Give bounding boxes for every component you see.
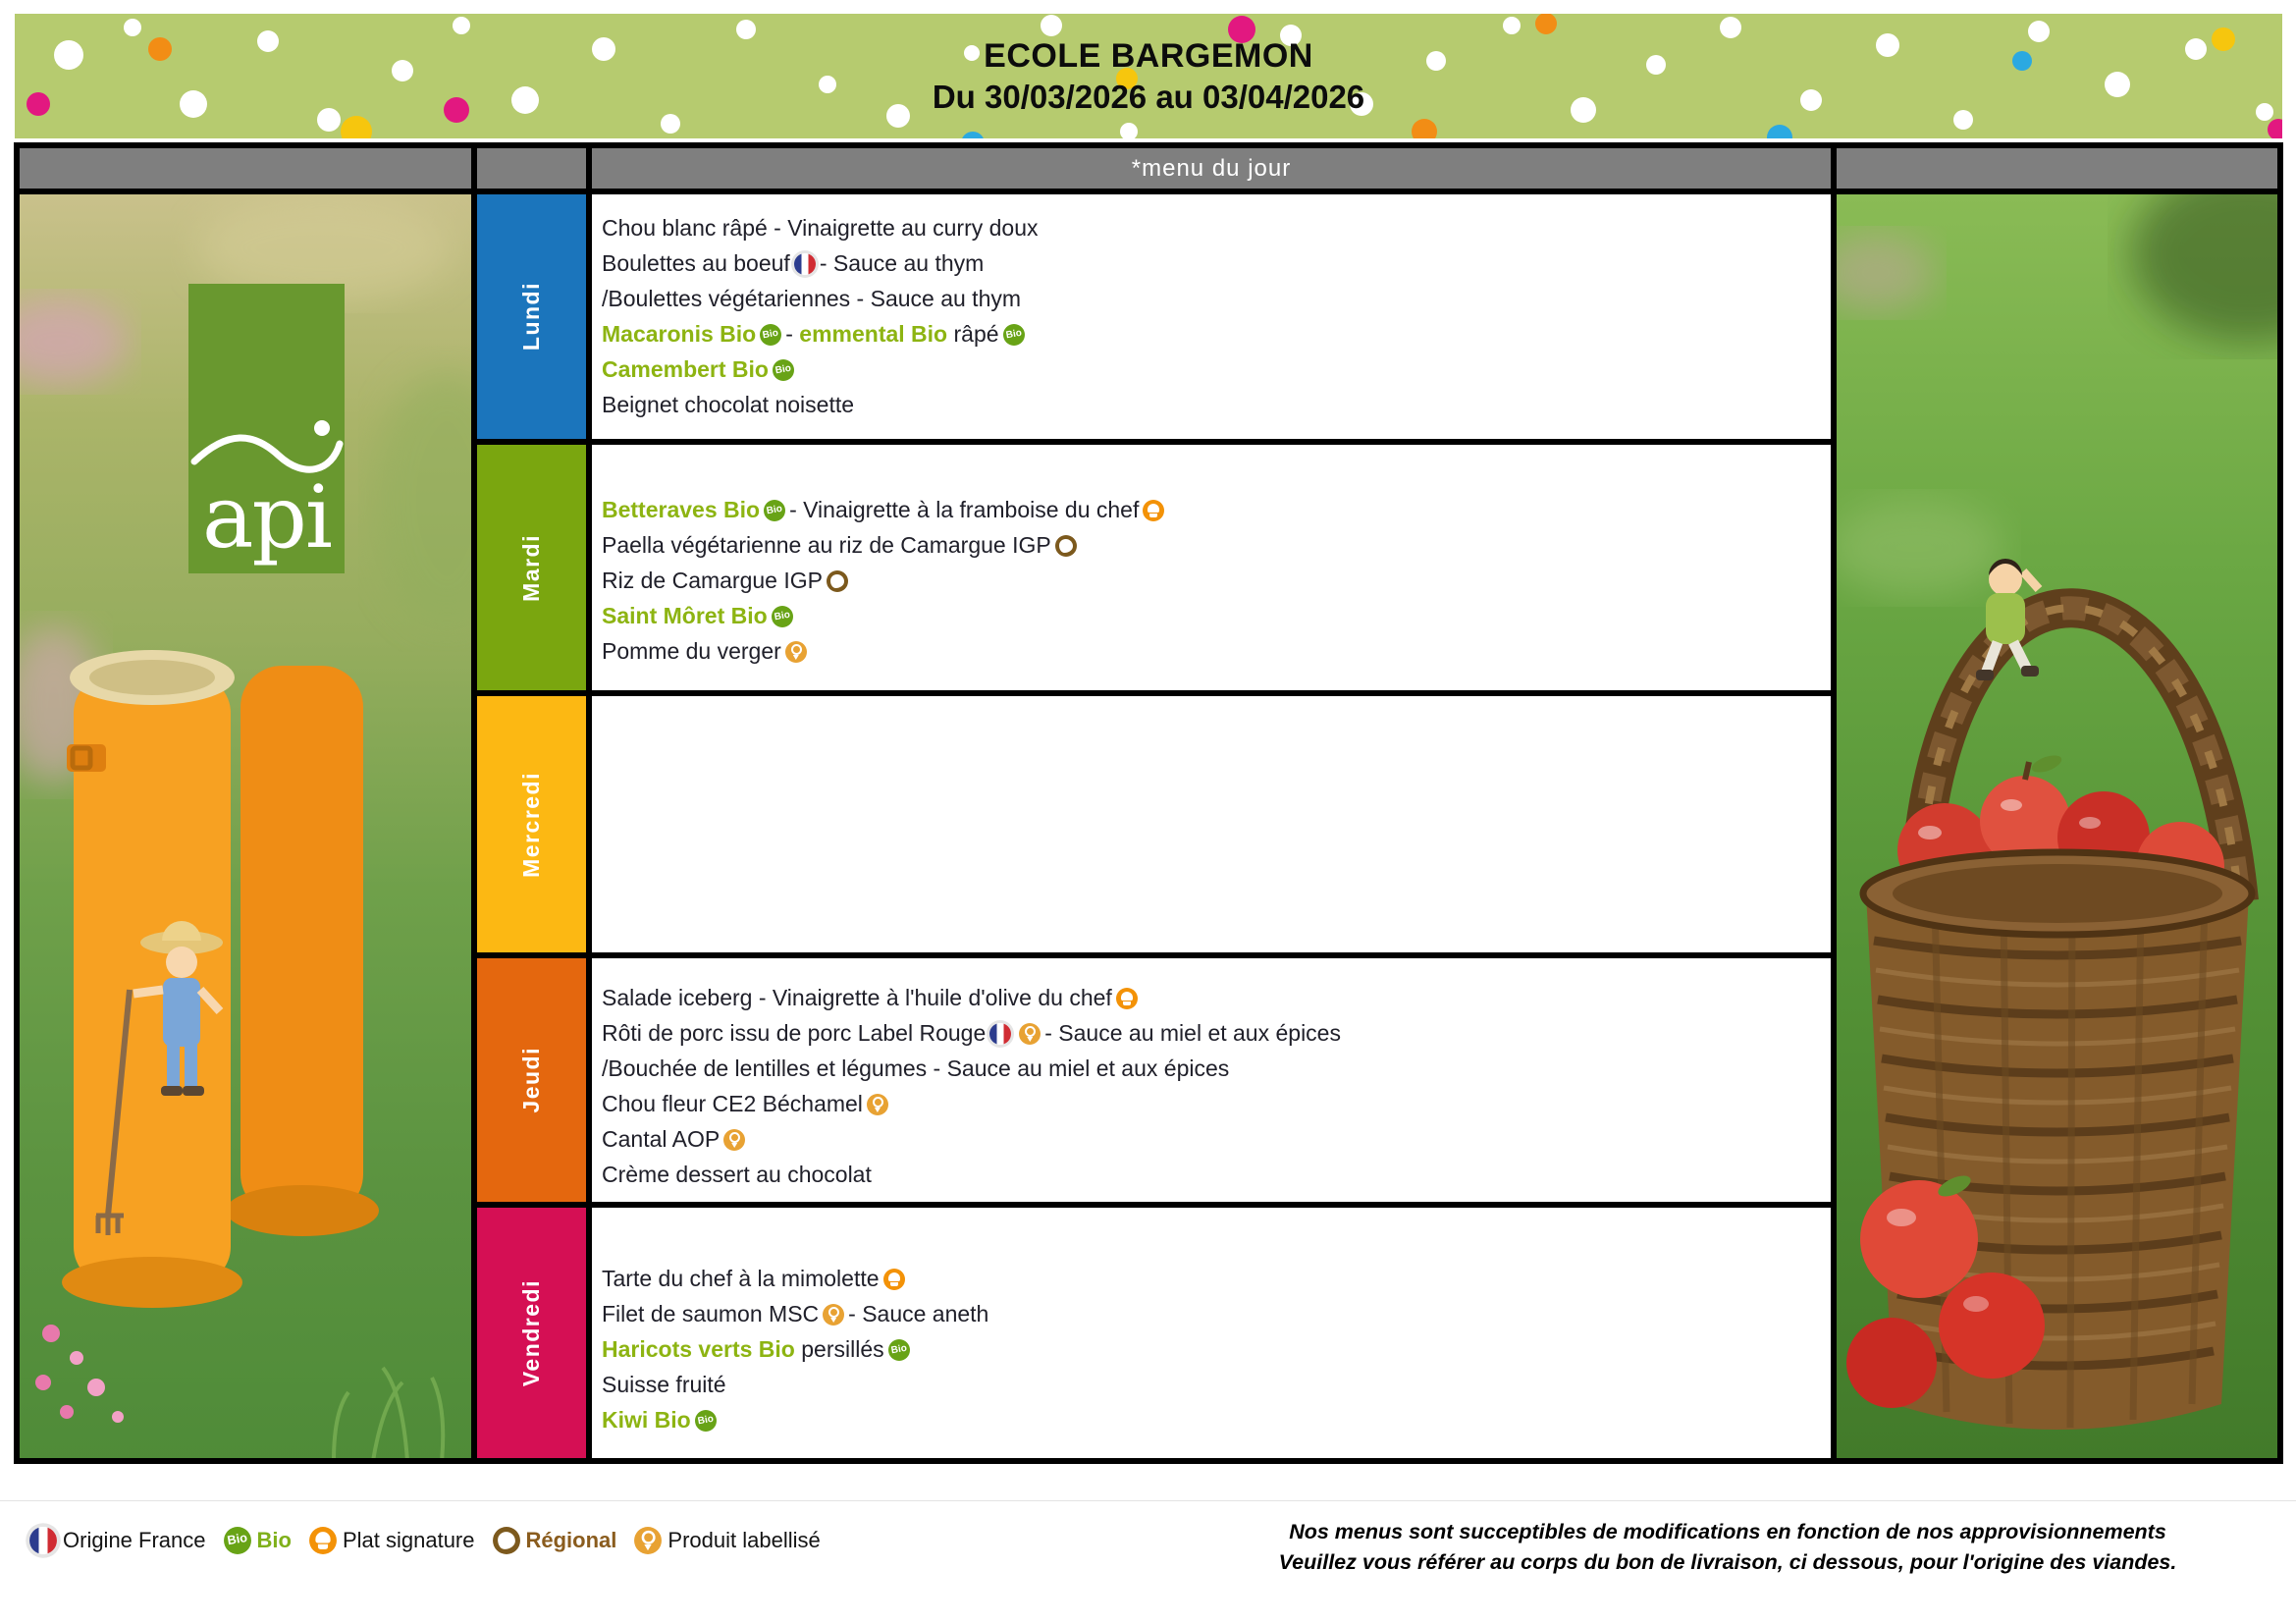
menu-item-text: Boulettes au boeuf <box>602 250 790 276</box>
regional-icon <box>1055 535 1077 557</box>
menu-item-text: Paella végétarienne au riz de Camargue IGP <box>602 532 1051 558</box>
labellise-icon <box>785 641 807 663</box>
bio-icon <box>888 1339 910 1361</box>
origine-france-icon <box>29 1527 57 1554</box>
regional-icon <box>827 570 848 592</box>
legend-label: Plat signature <box>342 1528 475 1552</box>
day-label-mardi: Mardi <box>477 445 586 690</box>
legend-item-origine-france <box>24 1528 206 1553</box>
day-label-lundi: Lundi <box>477 194 586 439</box>
legend <box>24 1528 832 1553</box>
labellise-icon <box>867 1094 888 1115</box>
menu-line <box>602 352 1823 387</box>
photo-left-boots <box>20 194 471 1458</box>
menu-item-text: - <box>785 321 800 347</box>
menu-line <box>602 1261 1823 1296</box>
apple-basket-illustration <box>1837 194 2277 1458</box>
bio-icon <box>764 500 785 521</box>
menu-item-text: Chou blanc râpé - Vinaigrette au curry doux <box>602 215 1039 241</box>
menu-line <box>602 563 1823 598</box>
menu-item-text: - Vinaigrette à la framboise du chef <box>789 497 1140 522</box>
header-bar-right <box>1837 148 2277 189</box>
header-bar-left <box>20 148 471 189</box>
menu-line <box>602 492 1823 527</box>
menu-line <box>602 245 1823 281</box>
day-menu-vendredi <box>592 1208 1831 1458</box>
menu-item-text: Beignet chocolat noisette <box>602 392 855 417</box>
bio-icon <box>1003 324 1025 346</box>
menu-line <box>602 633 1823 669</box>
plat-signature-icon <box>309 1527 337 1554</box>
menu-item-text: - Sauce aneth <box>848 1301 989 1326</box>
menu-line <box>602 598 1823 633</box>
bio-icon <box>773 359 794 381</box>
menu-line <box>602 527 1823 563</box>
menu-item-bio-name: Macaronis Bio <box>602 321 757 347</box>
footer-divider <box>0 1500 2296 1501</box>
plat-signature-icon <box>1143 500 1164 521</box>
footer-note-line2: Veuillez vous référer au corps du bon de livraison, ci dessous, pour l'origine des viandes. <box>1278 1550 2177 1575</box>
header-bar-days <box>477 148 586 189</box>
menu-header-label: *menu du jour <box>592 148 1831 189</box>
bio-icon <box>224 1527 251 1554</box>
bio-icon <box>760 324 781 346</box>
title-banner <box>15 14 2282 138</box>
menu-item-text: Crème dessert au chocolat <box>602 1162 872 1187</box>
menu-line <box>602 281 1823 316</box>
menu-item-text: râpé <box>947 321 999 347</box>
day-label-jeudi: Jeudi <box>477 958 586 1202</box>
menu-line <box>602 1331 1823 1367</box>
footer-note-line1: Nos menus sont succeptibles de modifications en fonction de nos approvisionnements <box>1289 1520 2166 1543</box>
legend-item-regional <box>487 1528 617 1553</box>
menu-item-text: /Boulettes végétariennes - Sauce au thym <box>602 286 1022 311</box>
legend-item-bio <box>218 1528 292 1553</box>
bio-icon <box>695 1410 717 1432</box>
menu-item-text: Riz de Camargue IGP <box>602 568 823 593</box>
menu-item-bio-name: Kiwi Bio <box>602 1407 691 1433</box>
menu-line <box>602 1086 1823 1121</box>
day-label-vendredi: Vendredi <box>477 1208 586 1458</box>
labellise-icon <box>823 1304 844 1326</box>
menu-line <box>602 1157 1823 1192</box>
legend-label: Origine France <box>63 1528 206 1552</box>
day-menu-mercredi <box>592 696 1831 952</box>
menu-line <box>602 1402 1823 1437</box>
plat-signature-icon <box>883 1269 905 1290</box>
day-menu-mardi <box>592 445 1831 690</box>
menu-item-bio-name: Camembert Bio <box>602 356 769 382</box>
menu-item-text: - Sauce au miel et aux épices <box>1044 1020 1341 1046</box>
api-logo-text: api <box>202 466 331 568</box>
origine-france-icon <box>989 1023 1011 1045</box>
menu-item-text: /Bouchée de lentilles et légumes - Sauce au miel et aux épices <box>602 1056 1230 1081</box>
footer-note <box>1232 1517 2223 1578</box>
labellise-icon <box>1019 1023 1041 1045</box>
menu-line <box>602 1015 1823 1051</box>
menu-item-text: Rôti de porc issu de porc Label Rouge <box>602 1020 987 1046</box>
menu-item-text: Salade iceberg - Vinaigrette à l'huile d'olive du chef <box>602 985 1112 1010</box>
menu-line <box>602 1296 1823 1331</box>
menu-line <box>602 1367 1823 1402</box>
legend-label: Produit labellisé <box>667 1528 821 1552</box>
menu-line <box>602 980 1823 1015</box>
menu-item-bio-name: emmental Bio <box>799 321 948 347</box>
menu-line <box>602 210 1823 245</box>
menu-item-text: Filet de saumon MSC <box>602 1301 820 1326</box>
legend-item-labellise <box>628 1528 820 1553</box>
school-name: ECOLE BARGEMON <box>984 36 1313 75</box>
origine-france-icon <box>794 253 816 275</box>
menu-item-text: Cantal AOP <box>602 1126 721 1152</box>
bio-icon <box>772 606 793 627</box>
menu-item-bio-name: Saint Môret Bio <box>602 603 768 628</box>
menu-item-text: Suisse fruité <box>602 1372 726 1397</box>
legend-label: Bio <box>256 1528 292 1552</box>
labellise-icon <box>723 1129 745 1151</box>
api-logo <box>188 284 345 573</box>
menu-item-text: Tarte du chef à la mimolette <box>602 1266 880 1291</box>
menu-item-text: - Sauce au thym <box>819 250 985 276</box>
date-range: Du 30/03/2026 au 03/04/2026 <box>932 78 1365 115</box>
menu-item-text: persillés <box>794 1336 884 1362</box>
day-menu-lundi <box>592 194 1831 439</box>
menu-line <box>602 1121 1823 1157</box>
photo-right-apples <box>1837 194 2277 1458</box>
legend-label: Régional <box>525 1528 617 1552</box>
plat-signature-icon <box>1116 988 1138 1009</box>
menu-item-text: Pomme du verger <box>602 638 781 664</box>
legend-item-plat-signature <box>303 1528 475 1553</box>
menu-table <box>14 142 2283 1464</box>
menu-item-bio-name: Haricots verts Bio <box>602 1336 795 1362</box>
polka-dots <box>15 14 2282 138</box>
day-menu-jeudi <box>592 958 1831 1202</box>
day-label-mercredi: Mercredi <box>477 696 586 952</box>
menu-item-bio-name: Betteraves Bio <box>602 497 761 522</box>
menu-line <box>602 387 1823 422</box>
labellise-icon <box>634 1527 662 1554</box>
menu-line <box>602 1051 1823 1086</box>
regional-icon <box>493 1527 520 1554</box>
menu-item-text: Chou fleur CE2 Béchamel <box>602 1091 863 1116</box>
menu-line <box>602 316 1823 352</box>
